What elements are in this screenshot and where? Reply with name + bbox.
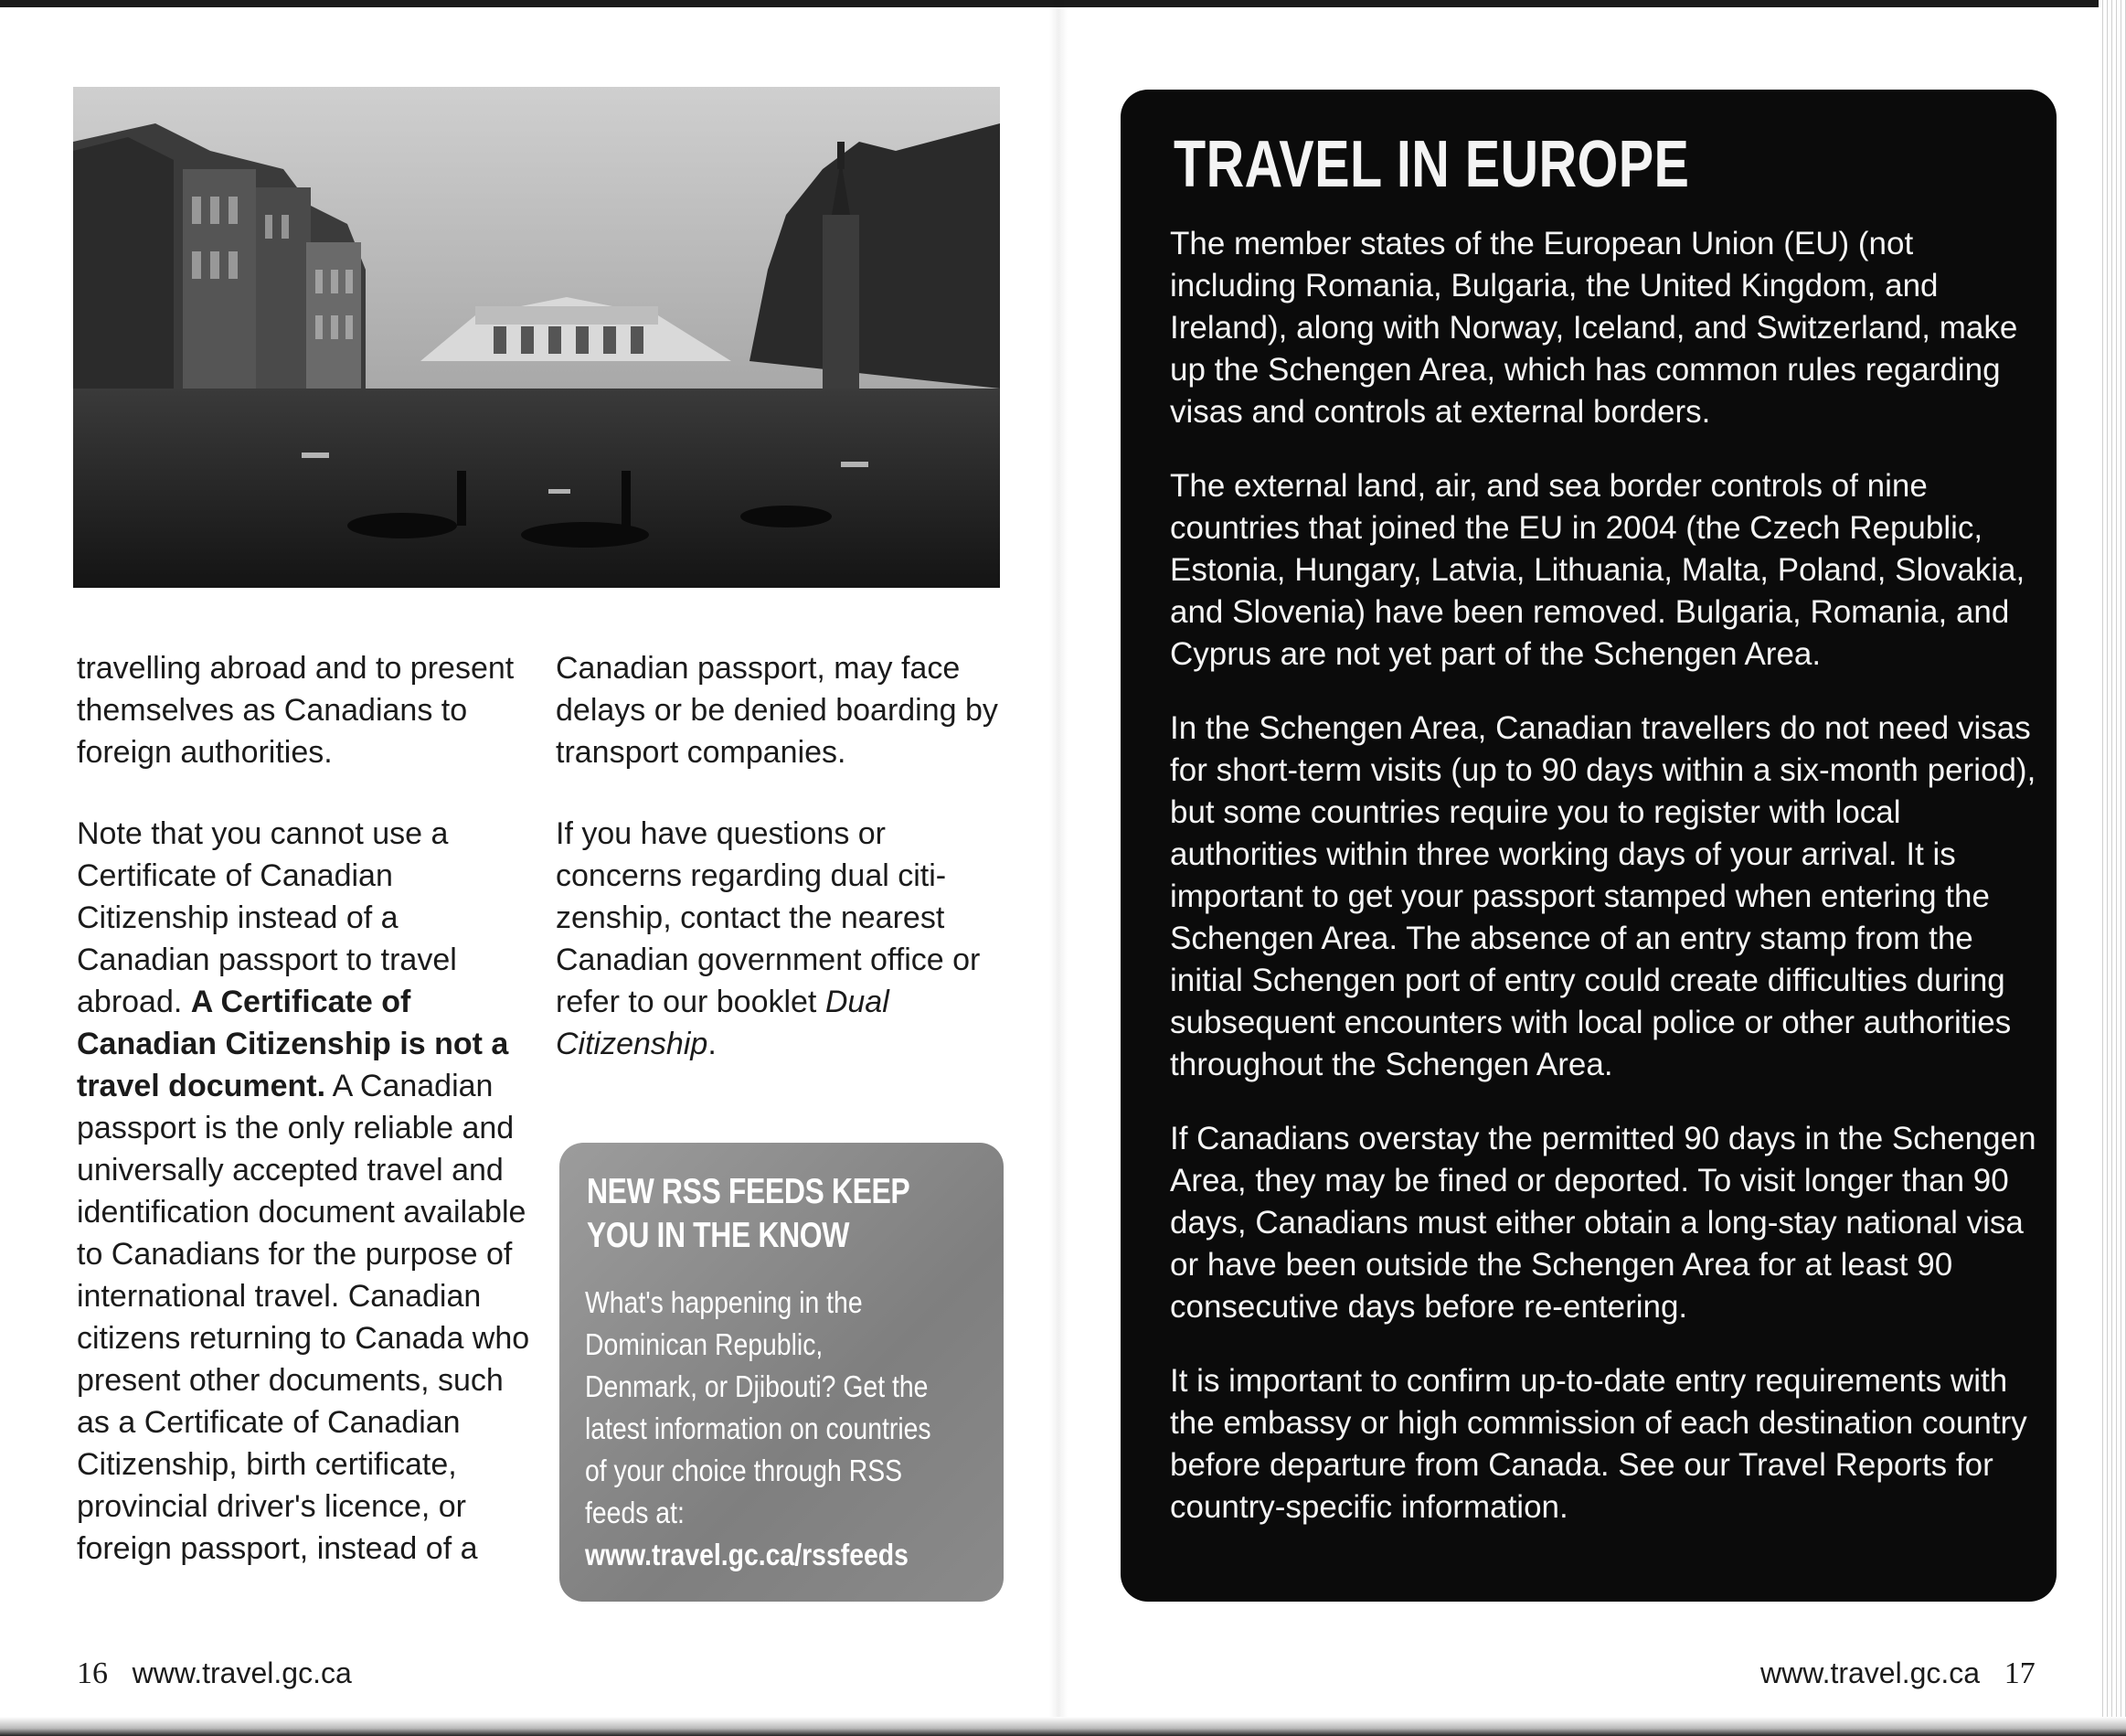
left-page-footer: [77, 1655, 352, 1692]
dual-citizenship-booklet-title: Dual Citizenship: [556, 985, 889, 1061]
col1-p2-text-b: A Canadian passport is the only reliable and universally accepted travel and identification document available to Canadians for the purpose of international travel. Canadian citizens returning to Canada who present other documents, such as a Certificate of Canadian Citizenship, birth certificate, provincial driver's licence, or foreign passport, instead of a: [77, 1069, 530, 1566]
travel-in-europe-panel: [1121, 90, 2057, 1602]
left-column-1: [77, 647, 534, 1609]
page-number-left: 16: [77, 1656, 108, 1690]
rss-feeds-callout: [559, 1143, 1004, 1602]
footer-url-left[interactable]: www.travel.gc.ca: [132, 1656, 352, 1689]
rss-callout-body: [585, 1282, 939, 1576]
page-number-right: 17: [2004, 1656, 2036, 1690]
col1-p2-text-a: Note that you cannot use a Certificate of Canadian Citizenship instead of a Canadian passport to travel abroad.: [77, 816, 457, 1019]
panel-paragraph-4: If Canadians overstay the permitted 90 days in the Schengen Area, they may be fined or deported. To visit longer than 90 days, Canadians must either obtain a long-stay national visa or have been outside the Schengen Area for at least 90 consecutive days before re-entering.: [1170, 1121, 2036, 1325]
panel-text: [1170, 223, 2038, 1560]
page-bottom-edge: [0, 1717, 2126, 1736]
col2-p2-text-a: If you have questions or concerns regarding dual citi-zenship, contact the nearest Canadian government office or refer to our booklet: [556, 816, 981, 1019]
photo-illustration: [73, 87, 1000, 588]
right-page-footer: [1760, 1655, 2036, 1692]
rss-callout-text: What's happening in the Dominican Republic, Denmark, or Djibouti? Get the latest information on countries of your choice through RSS feeds at:: [585, 1285, 931, 1529]
col1-paragraph-2: [77, 813, 534, 1570]
panel-paragraph-2: The external land, air, and sea border controls of nine countries that joined the EU in 2004 (the Czech Republic, Estonia, Hungary, Latvia, Lithuania, Malta, Poland, Slovakia, and Slovenia) have been removed. Bulgaria, Romania, and Cyprus are not yet part of the Schengen Area.: [1170, 468, 2025, 672]
panel-paragraph-3: In the Schengen Area, Canadian travellers do not need visas for short-term visits (up to 90 days within a six-month period), but some countries require you to register with local authorities within three working days of your arrival. It is important to get your passport stamped when entering the Schengen Area. The absence of an entry stamp from the initial Schengen port of entry could create difficulties during subsequent encounters with local police or other authorities throughout the Schengen Area.: [1170, 710, 2036, 1082]
venice-rialto-bridge-photo: [73, 87, 1000, 588]
col1-p2-bold: A Certificate of Canadian Citizenship is not a travel document.: [77, 985, 509, 1103]
col2-p2-end: .: [707, 1027, 717, 1061]
left-column-2: [556, 647, 1013, 1104]
book-spine-shadow: [1049, 0, 1068, 1736]
panel-title: TRAVEL IN EUROPE: [1174, 128, 1690, 201]
col2-paragraph-1: Canadian passport, may face delays or be denied boarding by transport companies.: [556, 651, 998, 770]
footer-url-right[interactable]: www.travel.gc.ca: [1760, 1656, 1981, 1689]
col2-paragraph-2: [556, 813, 1013, 1065]
rss-feeds-link[interactable]: www.travel.gc.ca/rssfeeds: [585, 1538, 909, 1571]
rss-callout-heading: NEW RSS FEEDS KEEP YOU IN THE KNOW: [587, 1172, 909, 1255]
panel-paragraph-1: The member states of the European Union (EU) (not including Romania, Bulgaria, the United Kingdom, and Ireland), along with Norway, Iceland, and Switzerland, make up the Schengen Area, which has common rules regarding visas and controls at external borders.: [1170, 226, 2018, 430]
col1-paragraph-1: travelling abroad and to present themselves as Canadians to foreign authorities.: [77, 651, 515, 770]
page-stack-edge: [2099, 0, 2126, 1736]
panel-paragraph-5: It is important to confirm up-to-date entry requirements with the embassy or high commission of each destination country before departure from Canada. See our Travel Reports for country-specific information.: [1170, 1363, 2027, 1525]
